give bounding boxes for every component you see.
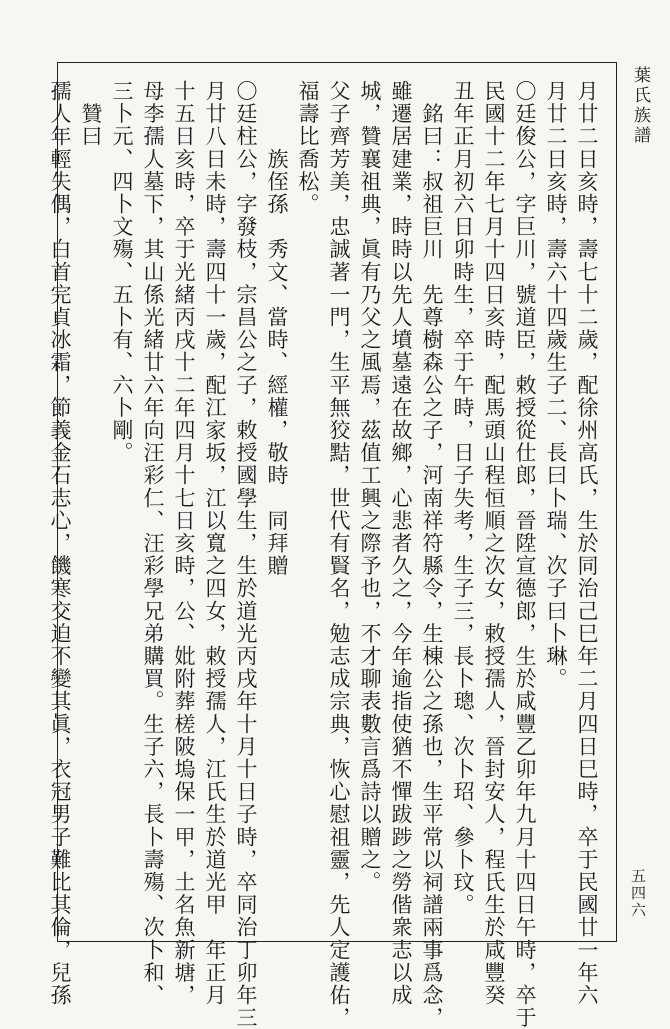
- text-column: 〇廷柱公，字發枝，宗昌公之子，敕授國學生，生於道光丙戌年十月十日子時，卒同治丁卯年三: [234, 80, 258, 1029]
- text-column: 父子齊芳美，忠誠著一門，生平無狡黠，世代有賢名，勉志成宗典，恢心慰祖靈，先人定護佑，: [327, 80, 351, 1029]
- text-column: 十五日亥時，卒于光緒丙戌十二年四月十七日亥時，公、妣附葬槎陂塢保一甲，土名魚新塘，: [172, 80, 196, 1007]
- text-column: 孺人年輕失偶，白首完貞冰霜，節義金石志心，饑寒交迫不變其眞，衣冠男子難比其倫，兒孫: [48, 80, 72, 1007]
- text-column: 母李孺人墓下，其山係光緒廿六年向汪彩仁、汪彩學兄弟購買。生子六，長卜壽殤、次卜和、: [141, 80, 165, 1007]
- text-column: 族侄孫 秀文、當時、經權，敬時 同拜贈: [265, 80, 289, 578]
- text-column: 〇廷俊公，字巨川，號道臣，敕授從仕郎，晉陞宣德郎，生於咸豐乙卯年九月十四日午時，卒于: [513, 80, 537, 1029]
- text-column: 丑年正月初六日卯時生，卒于午時，日子失考，生子三，長卜璁、次卜玿、參卜玟。: [451, 80, 475, 917]
- text-column: 雖遷居建業，時時以先人墳墓遠在故鄉，心悲者久之，今年逾指使猶不憚跋踄之勞偕衆志以成: [389, 80, 413, 1007]
- text-column: 三卜元、四卜文殤、五卜有、六卜剛。: [110, 80, 134, 465]
- text-column: 月廿二日亥時，壽七十二歲，配徐州高氏，生於同治己巳年二月四日巳時，卒于民國廿一年六: [575, 80, 599, 1007]
- text-column: 月廿八日未時，壽四十一歲，配江家坂，江以寬之四女，敕授孺人，江氏生於道光甲 年正月: [203, 80, 227, 1007]
- text-column: 民國十二年七月十四日亥時，配馬頭山程恒順之次女，敕授孺人，晉封安人，程氏生於咸豐癸: [482, 80, 506, 1007]
- running-head: 葉氏族譜: [630, 66, 650, 146]
- text-column: 城，贊襄祖典，眞有乃父之風焉，茲值工興之際予也，不才聊表數言爲詩以贈之。: [358, 80, 382, 894]
- text-column: 銘曰：叔祖巨川 先尊樹森公之子，河南祥符縣令，生棟公之孫也，生平常以祠譜兩事爲念，: [420, 80, 444, 1029]
- page-number: 五四六: [629, 868, 647, 919]
- text-column: 福壽比喬松。: [296, 80, 320, 216]
- text-column: 贊曰: [79, 80, 103, 148]
- text-column: 月廿二日亥時，壽六十四歲生子二、長曰卜瑞、次子曰卜琳。: [544, 80, 568, 691]
